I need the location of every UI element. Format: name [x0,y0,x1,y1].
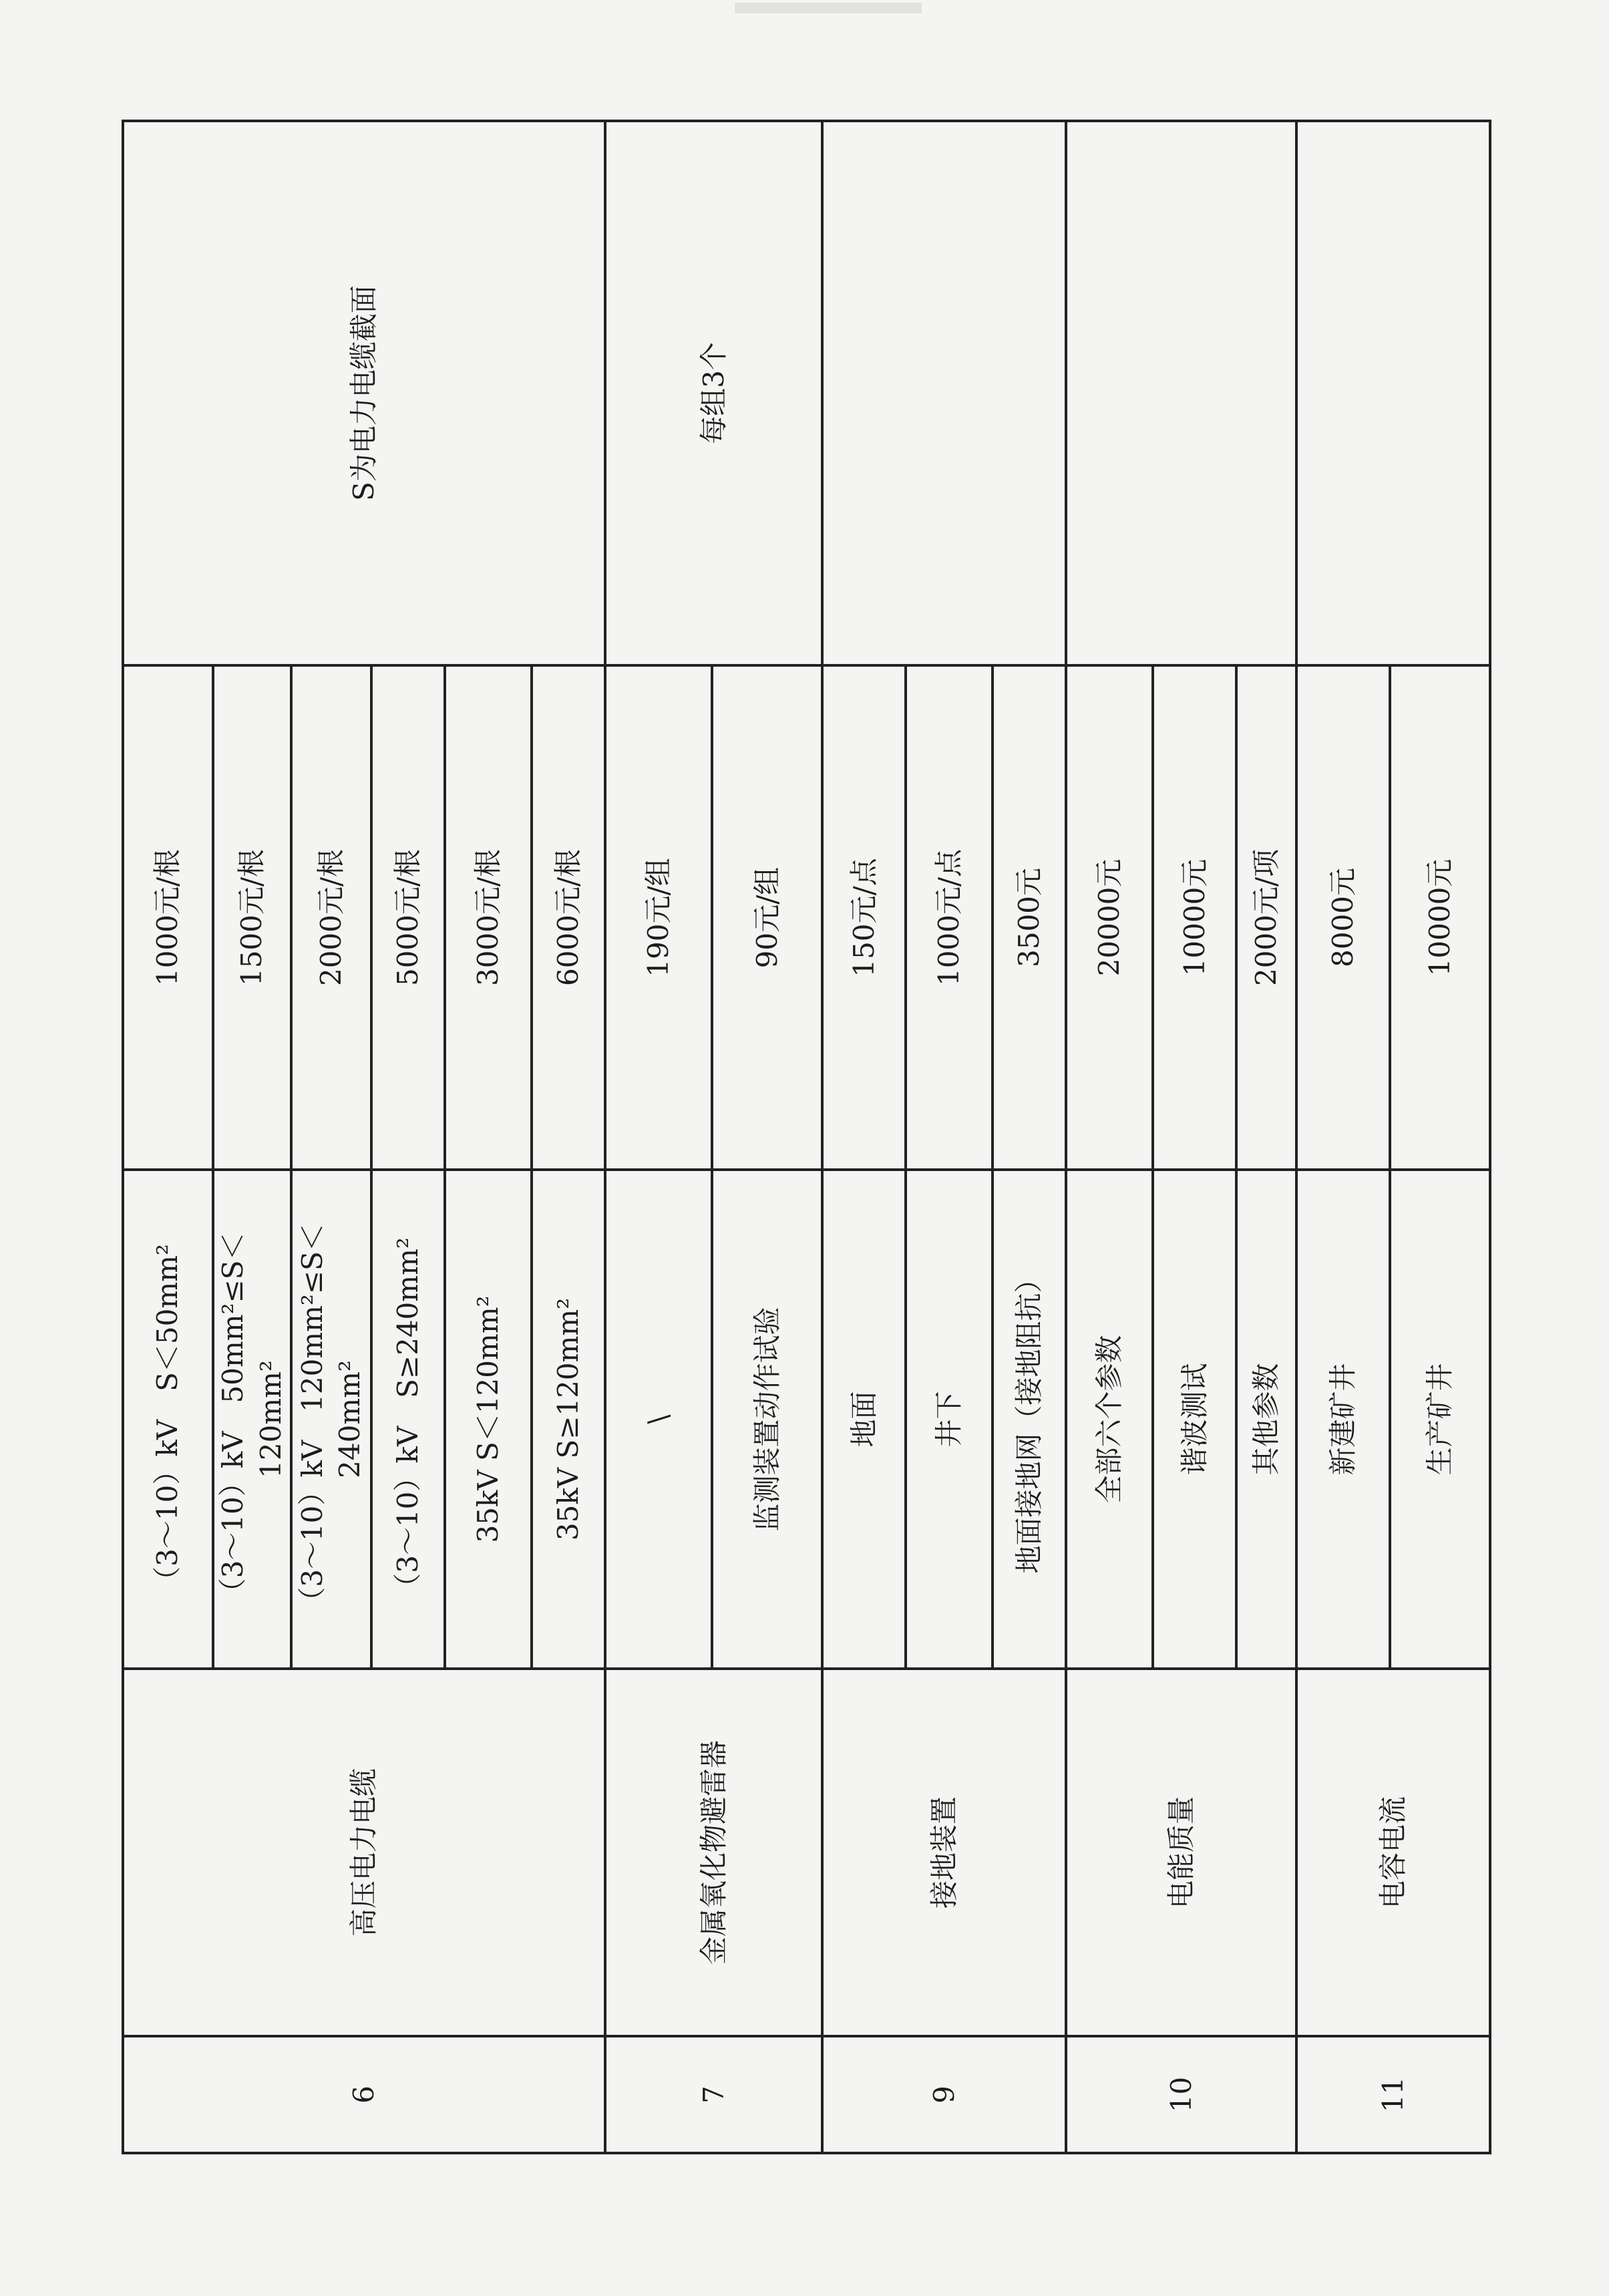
price-cell: 10000元 [1153,665,1236,1170]
price-cell: 6000元/根 [532,665,605,1170]
price-cell: 2000元/项 [1236,665,1296,1170]
note-cell: 每组3个 [605,121,822,665]
row-number: 9 [822,2036,1066,2153]
price-cell: 20000元 [1066,665,1153,1170]
price-cell: 3000元/根 [445,665,532,1170]
price-cell: 8000元 [1296,665,1390,1170]
price-cell: 1000元/根 [123,665,213,1170]
item-name: 高压电力电缆 [123,1669,605,2036]
item-name: 接地装置 [822,1669,1066,2036]
spec-cell: 地面接地网（接地阻抗） [993,1170,1066,1669]
table-row [1066,121,1153,2153]
note-cell [1296,121,1490,665]
price-cell: 3500元 [993,665,1066,1170]
price-cell: 1500元/根 [213,665,291,1170]
spec-cell: 井下 [906,1170,993,1669]
price-cell: 150元/点 [822,665,906,1170]
spec-cell: （3～10）kV S≥240mm² [371,1170,445,1669]
table-row [123,121,213,2153]
item-name: 电能质量 [1066,1669,1296,2036]
table-row [605,121,712,2153]
note-cell [822,121,1066,665]
spec-cell: （3～10）kV 120mm²≤S＜240mm² [291,1170,371,1669]
note-cell: S为电力电缆截面 [123,121,605,665]
item-name: 电容电流 [1296,1669,1490,2036]
spec-cell: 新建矿井 [1296,1170,1390,1669]
price-cell: 1000元/点 [906,665,993,1170]
row-number: 10 [1066,2036,1296,2153]
fee-table [122,120,1491,2154]
table-row [1296,121,1390,2153]
spec-cell: 其他参数 [1236,1170,1296,1669]
spec-cell: 谐波测试 [1153,1170,1236,1669]
row-number: 6 [123,2036,605,2153]
spec-cell: 35kV S＜120mm² [445,1170,532,1669]
spec-cell: （3～10）kV 50mm²≤S＜120mm² [213,1170,291,1669]
table-row [822,121,906,2153]
note-cell [1066,121,1296,665]
price-cell: 90元/组 [712,665,822,1170]
price-cell: 2000元/根 [291,665,371,1170]
spec-cell: 地面 [822,1170,906,1669]
spec-cell: 生产矿井 [1390,1170,1490,1669]
price-cell: 190元/组 [605,665,712,1170]
item-name: 金属氧化物避雷器 [605,1669,822,2036]
spec-cell: \ [605,1170,712,1669]
spec-cell: 35kV S≥120mm² [532,1170,605,1669]
row-number: 7 [605,2036,822,2153]
price-cell: 5000元/根 [371,665,445,1170]
spec-cell: 监测装置动作试验 [712,1170,822,1669]
spec-cell: 全部六个参数 [1066,1170,1153,1669]
row-number: 11 [1296,2036,1490,2153]
spec-cell: （3～10）kV S＜50mm² [123,1170,213,1669]
price-cell: 10000元 [1390,665,1490,1170]
